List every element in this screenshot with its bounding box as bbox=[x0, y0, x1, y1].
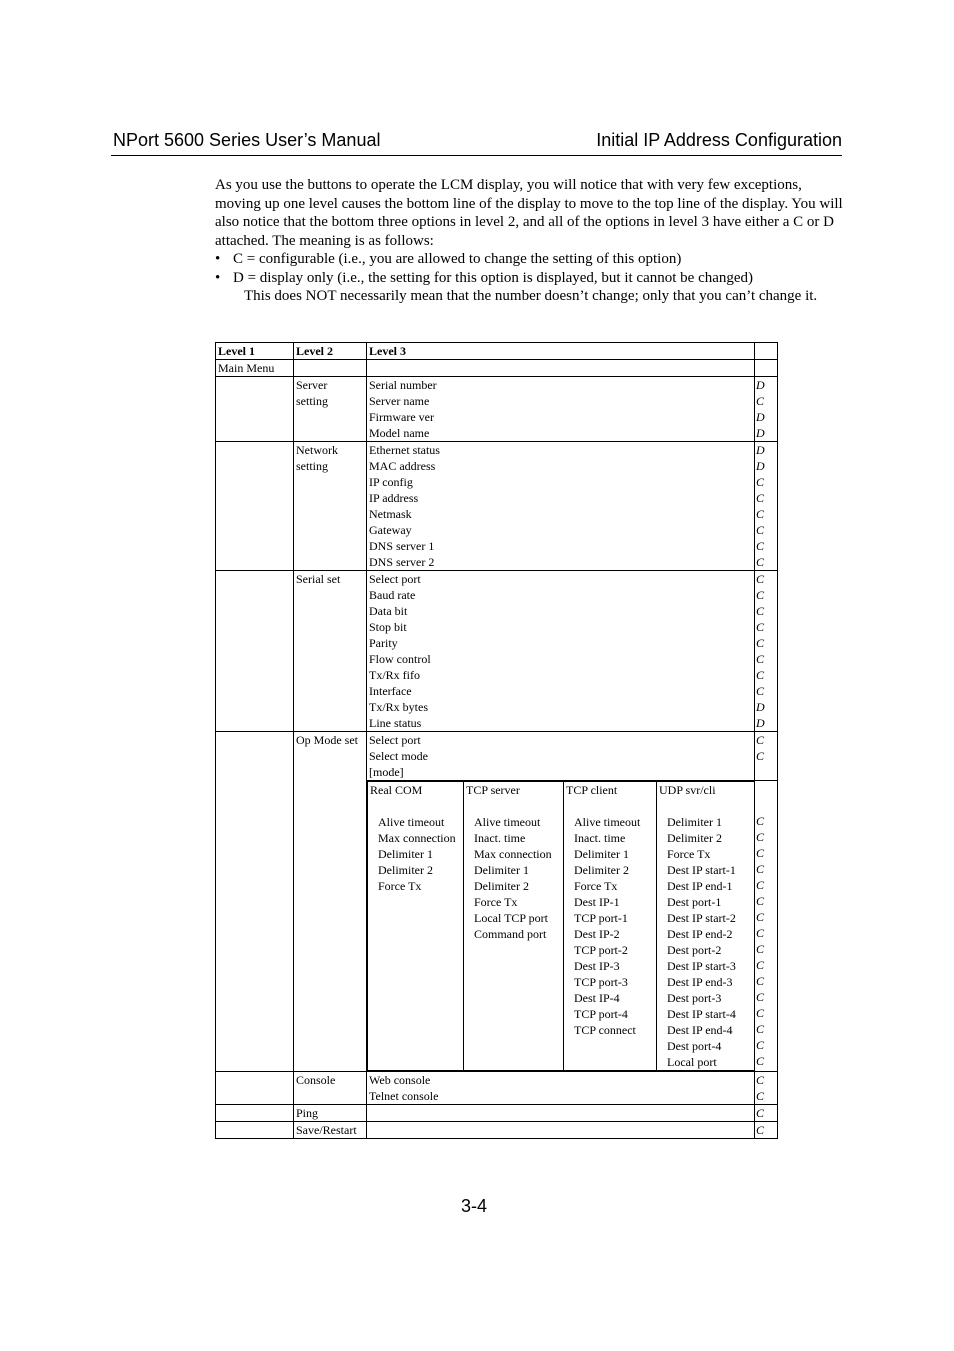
flags-network-setting: D D C C C C C C bbox=[755, 442, 778, 571]
mode-name: UDP svr/cli bbox=[659, 783, 716, 797]
op-modes-table bbox=[367, 781, 754, 1071]
header-level-3: Level 3 bbox=[367, 343, 755, 360]
list-item: Line status bbox=[369, 716, 422, 730]
list-item: Model name bbox=[369, 426, 430, 440]
list-item: TCP port-2 bbox=[574, 943, 628, 957]
list-item: DNS server 2 bbox=[369, 555, 435, 569]
list-item: Dest IP-4 bbox=[574, 991, 620, 1005]
display-only-note: This does NOT necessarily mean that the number doesn’t change; only that you can’t change it. bbox=[244, 288, 818, 304]
list-item: Dest IP end-3 bbox=[667, 975, 733, 989]
flags-op-modes: C C C C C C C C C C C C C C C C bbox=[755, 781, 778, 1072]
table-row-main-menu bbox=[216, 360, 778, 377]
list-item: Dest IP start-3 bbox=[667, 959, 736, 973]
list-item: Delimiter 2 bbox=[667, 831, 722, 845]
table-row-server-setting bbox=[216, 377, 778, 442]
list-item: Dest IP end-2 bbox=[667, 927, 733, 941]
level2-console: Console bbox=[294, 1072, 367, 1105]
table-row-save-restart bbox=[216, 1122, 778, 1139]
level3-console bbox=[367, 1072, 755, 1105]
list-item: Alive timeout bbox=[378, 815, 445, 829]
list-item: Interface bbox=[369, 684, 412, 698]
list-item: Delimiter 1 bbox=[378, 847, 433, 861]
flags-server-setting: D C D D bbox=[755, 377, 778, 442]
flags-serial-set: C C C C C C C C D D bbox=[755, 571, 778, 732]
list-item: Inact. time bbox=[574, 831, 626, 845]
list-item: Dest port-1 bbox=[667, 895, 722, 909]
table-row-console bbox=[216, 1072, 778, 1105]
list-item: Local TCP port bbox=[474, 911, 548, 925]
list-item: Force Tx bbox=[474, 895, 518, 909]
list-item: Flow control bbox=[369, 652, 431, 666]
header-level-1: Level 1 bbox=[216, 343, 294, 360]
level2-op-mode-set: Op Mode set bbox=[294, 732, 367, 1072]
list-item: IP config bbox=[369, 475, 413, 489]
level3-op-mode-set bbox=[367, 732, 755, 781]
list-item: Server name bbox=[369, 394, 430, 408]
mode-name: TCP server bbox=[466, 783, 520, 797]
list-item: Command port bbox=[474, 927, 547, 941]
mode-tcp-client bbox=[564, 782, 657, 1071]
level3-server-setting bbox=[367, 377, 755, 442]
list-item: Serial number bbox=[369, 378, 437, 392]
list-item: Tx/Rx bytes bbox=[369, 700, 428, 714]
list-item: Dest IP end-4 bbox=[667, 1023, 733, 1037]
list-item: Dest port-3 bbox=[667, 991, 722, 1005]
table-row-op-mode-set bbox=[216, 732, 778, 781]
table-header-row bbox=[216, 343, 778, 360]
list-item: Parity bbox=[369, 636, 398, 650]
level2-server-setting: Server setting bbox=[294, 377, 367, 442]
list-item: Tx/Rx fifo bbox=[369, 668, 420, 682]
mode-name: TCP client bbox=[566, 783, 618, 797]
header-level-2: Level 2 bbox=[294, 343, 367, 360]
list-item: Dest IP-3 bbox=[574, 959, 620, 973]
list-item: Delimiter 1 bbox=[474, 863, 529, 877]
header-flag bbox=[755, 343, 778, 360]
list-item: Ethernet status bbox=[369, 443, 440, 457]
level2-serial-set: Serial set bbox=[294, 571, 367, 732]
list-item: Alive timeout bbox=[574, 815, 641, 829]
page-header bbox=[111, 129, 842, 156]
manual-title: NPort 5600 Series User’s Manual bbox=[113, 130, 381, 150]
list-item: Force Tx bbox=[667, 847, 711, 861]
lcm-menu-table bbox=[215, 342, 778, 1139]
list-item: Firmware ver bbox=[369, 410, 434, 424]
mode-udp bbox=[657, 782, 755, 1071]
flags-console: C C bbox=[755, 1072, 778, 1105]
flag-save-restart: C bbox=[755, 1122, 778, 1139]
table-row-serial-set bbox=[216, 571, 778, 732]
list-item: Local port bbox=[667, 1055, 717, 1069]
list-item: TCP port-4 bbox=[574, 1007, 628, 1021]
list-item: DNS server 1 bbox=[369, 539, 435, 553]
mode-tcp-server bbox=[464, 782, 564, 1071]
list-item: IP address bbox=[369, 491, 419, 505]
list-item: Telnet console bbox=[369, 1089, 439, 1103]
list-item: Dest port-4 bbox=[667, 1039, 722, 1053]
intro-paragraph: As you use the buttons to operate the LCM display, you will notice that with very few exceptions, moving up one level causes the bottom line of the display to move to the top line of the display. You will also notice that the bottom three options in level 2, and all of the options in level 3 have either a C or D attached. The meaning is as follows: bbox=[215, 177, 843, 249]
list-item: Dest IP start-2 bbox=[667, 911, 736, 925]
list-item: Delimiter 1 bbox=[574, 847, 629, 861]
level2-save-restart: Save/Restart bbox=[294, 1122, 367, 1139]
list-item: TCP port-1 bbox=[574, 911, 628, 925]
list-item: Stop bit bbox=[369, 620, 407, 634]
list-item: Select mode bbox=[369, 749, 428, 763]
list-item: Delimiter 2 bbox=[574, 863, 629, 877]
list-item: Delimiter 2 bbox=[378, 863, 433, 877]
level3-serial-set bbox=[367, 571, 755, 732]
list-item: Data bit bbox=[369, 604, 408, 618]
legend-display-only: • D = display only (i.e., the setting for this option is displayed, but it cannot be changed) bbox=[215, 269, 843, 288]
list-item: Gateway bbox=[369, 523, 412, 537]
level3-network-setting bbox=[367, 442, 755, 571]
list-item: Force Tx bbox=[574, 879, 618, 893]
list-item: TCP port-3 bbox=[574, 975, 628, 989]
mode-name: Real COM bbox=[370, 783, 423, 797]
list-item: Alive timeout bbox=[474, 815, 541, 829]
list-item: Dest IP start-4 bbox=[667, 1007, 736, 1021]
legend-configurable: • C = configurable (i.e., you are allowed to change the setting of this option) bbox=[215, 250, 843, 269]
list-item: Baud rate bbox=[369, 588, 416, 602]
list-item: Delimiter 1 bbox=[667, 815, 722, 829]
list-item: Dest IP-1 bbox=[574, 895, 620, 909]
level2-network-setting: Network setting bbox=[294, 442, 367, 571]
table-row-network-setting bbox=[216, 442, 778, 571]
list-item: Max connection bbox=[378, 831, 456, 845]
intro-text bbox=[215, 176, 843, 306]
legend-list bbox=[215, 250, 843, 287]
list-item: Dest IP start-1 bbox=[667, 863, 736, 877]
table-row-ping bbox=[216, 1105, 778, 1122]
flag-ping: C bbox=[755, 1105, 778, 1122]
list-item: Force Tx bbox=[378, 879, 422, 893]
list-item: Dest port-2 bbox=[667, 943, 722, 957]
list-item: Dest IP end-1 bbox=[667, 879, 733, 893]
chapter-title: Initial IP Address Configuration bbox=[596, 130, 842, 150]
list-item: Inact. time bbox=[474, 831, 526, 845]
list-item: Web console bbox=[369, 1073, 431, 1087]
list-item: Select port bbox=[369, 733, 421, 747]
list-item: [mode] bbox=[369, 765, 404, 779]
page-number: 3-4 bbox=[461, 1196, 488, 1216]
flags-op-mode-set: C C bbox=[755, 732, 778, 781]
list-item: Dest IP-2 bbox=[574, 927, 620, 941]
list-item: TCP connect bbox=[574, 1023, 636, 1037]
list-item: MAC address bbox=[369, 459, 436, 473]
list-item: Max connection bbox=[474, 847, 552, 861]
mode-real-com bbox=[368, 782, 464, 1071]
list-item: Select port bbox=[369, 572, 421, 586]
level2-ping: Ping bbox=[294, 1105, 367, 1122]
list-item: Delimiter 2 bbox=[474, 879, 529, 893]
op-modes-cell bbox=[367, 781, 755, 1072]
list-item: Netmask bbox=[369, 507, 412, 521]
main-menu-cell: Main Menu bbox=[216, 360, 294, 377]
